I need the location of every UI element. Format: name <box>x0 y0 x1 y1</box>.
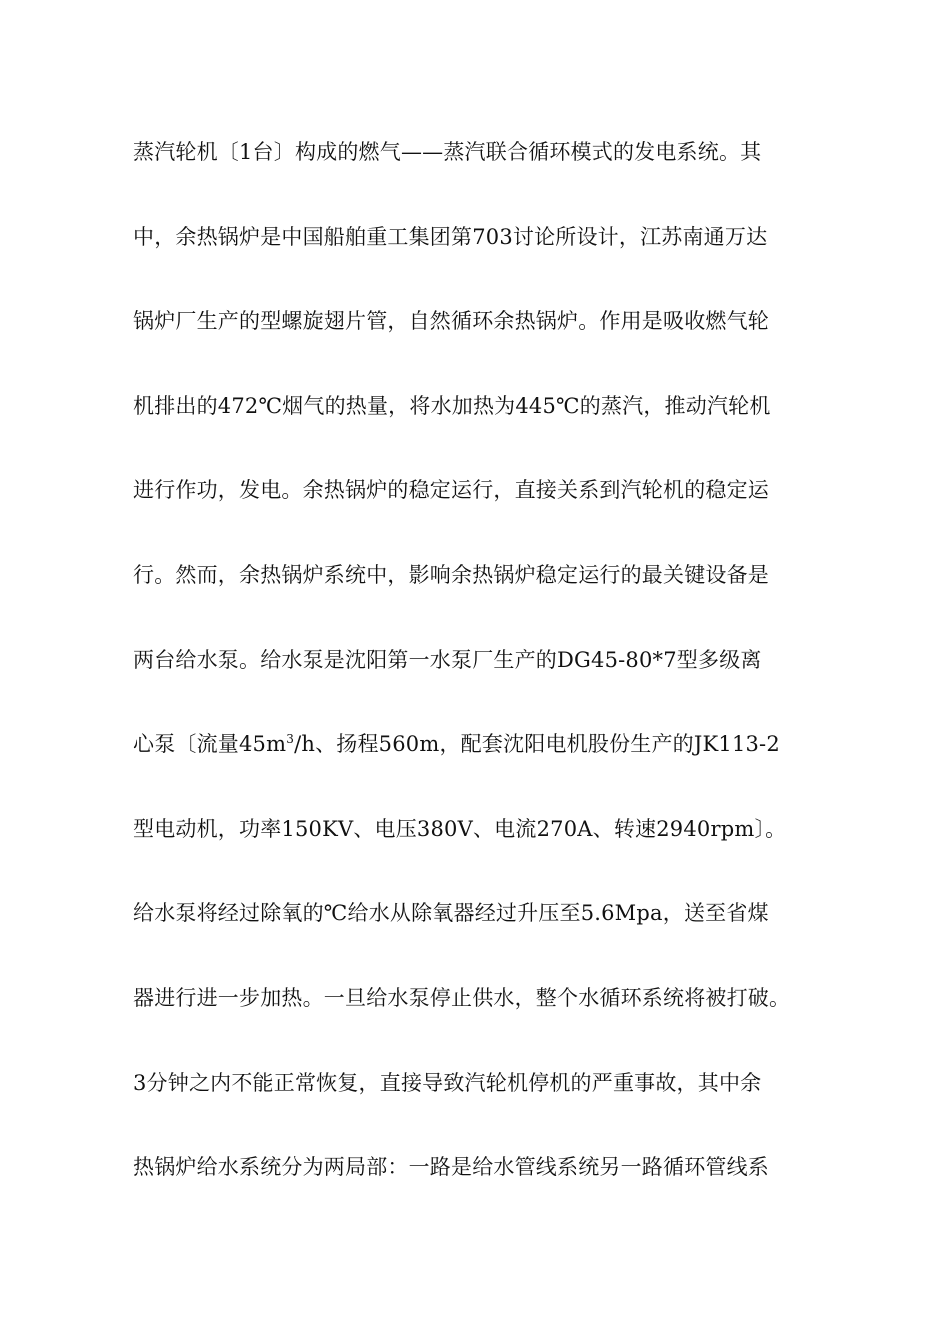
text-line: 机排出的472℃烟气的热量，将水加热为445℃的蒸汽，推动汽轮机 <box>133 393 771 418</box>
text-line: 进行作功，发电。余热锅炉的稳定运行，直接关系到汽轮机的稳定运 <box>133 478 769 503</box>
body-text <box>133 128 833 1228</box>
text-line: 蒸汽轮机〔1台〕构成的燃气——蒸汽联合循环模式的发电系统。其 <box>133 140 762 164</box>
text-line: 给水泵将经过除氧的℃给水从除氧器经过升压至5.6Mpa，送至省煤 <box>133 901 769 926</box>
superscript: 3 <box>286 732 295 747</box>
text-line: 器进行进一步加热。一旦给水泵停止供水，整个水循环系统将被打破。 <box>133 985 791 1010</box>
text-segment: 心泵〔流量45m <box>133 732 287 757</box>
text-line: 两台给水泵。给水泵是沈阳第一水泵厂生产的DG45-80*7型多级离 <box>133 647 762 672</box>
text-line: 中，余热锅炉是中国船舶重工集团第703讨论所设计，江苏南通万达 <box>133 224 768 249</box>
text-line: 热锅炉给水系统分为两局部：一路是给水管线系统另一路循环管线系 <box>133 1155 769 1180</box>
text-segment: /h、扬程560m，配套沈阳电机股份生产的JK113-2 <box>294 732 780 757</box>
text-line: 锅炉厂生产的型螺旋翅片管，自然循环余热锅炉。作用是吸收燃气轮 <box>133 309 769 334</box>
text-line: 型电动机，功率150KV、电压380V、电流270A、转速2940rpm〕。 <box>133 816 787 841</box>
text-line: 3分钟之内不能正常恢复，直接导致汽轮机停机的严重事故，其中余 <box>133 1070 762 1095</box>
text-line <box>133 720 833 805</box>
text-line: 行。然而，余热锅炉系统中，影响余热锅炉稳定运行的最关键设备是 <box>133 562 769 587</box>
